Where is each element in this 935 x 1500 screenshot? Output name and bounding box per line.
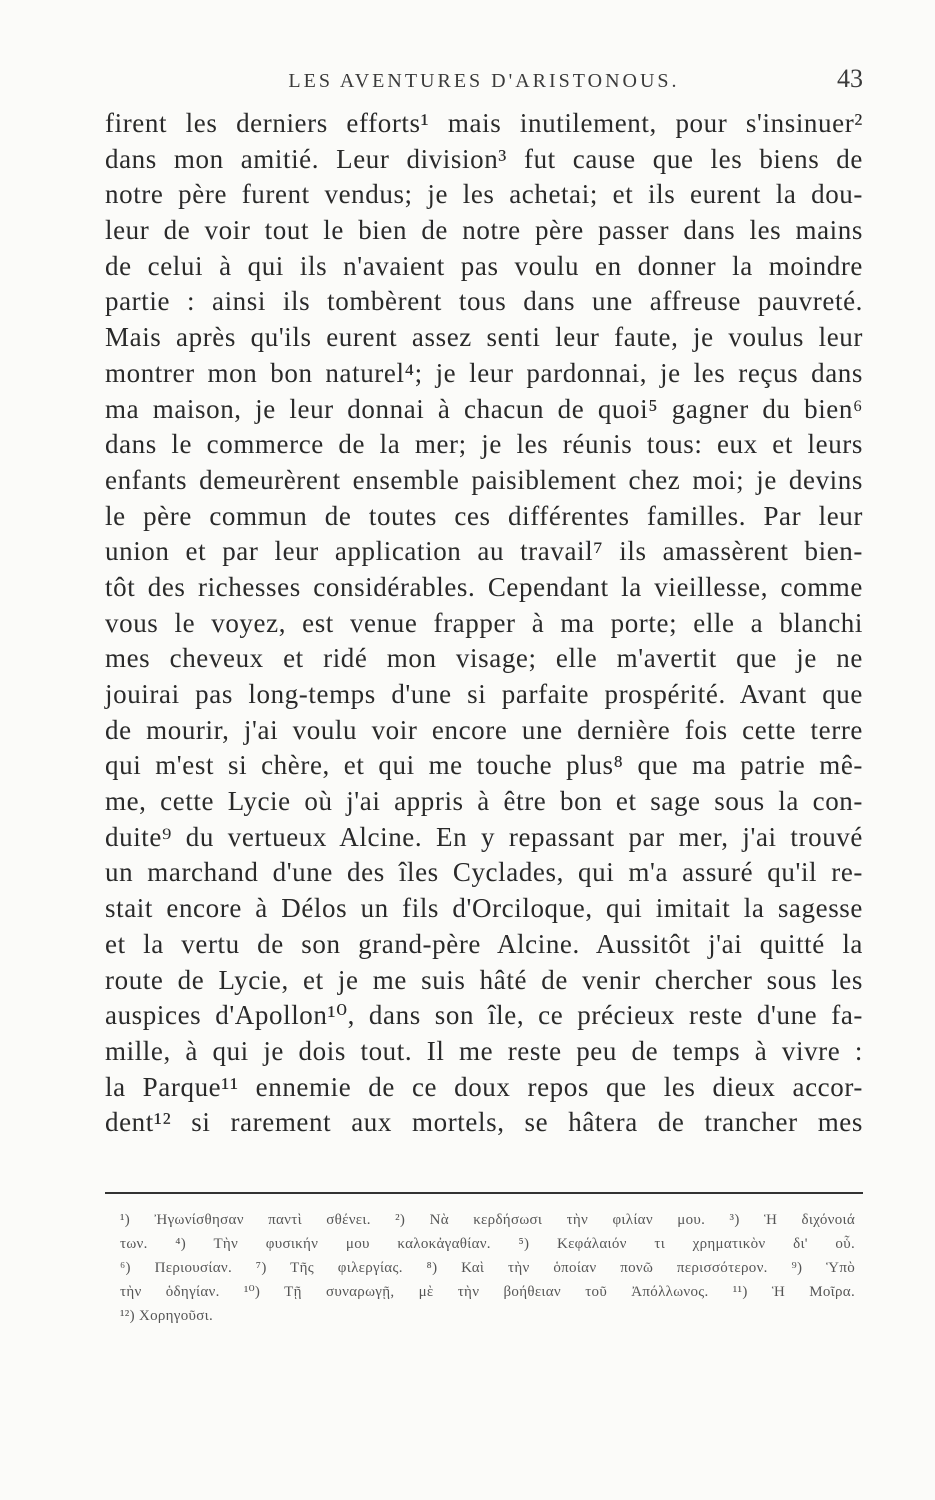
text-line: montrer mon bon naturel⁴; je leur pardonnai, je les reçus dans (105, 357, 863, 388)
page-number: 43 (837, 64, 863, 93)
text-line: route de Lycie, et je me suis hâté de venir chercher sous les (105, 964, 863, 995)
text-line: de mourir, j'ai voulu voir encore une dernière fois cette terre (105, 714, 863, 745)
text-line: ma maison, je leur donnai à chacun de quoi⁵ gagner du bien⁶ (105, 393, 863, 424)
footnotes (120, 1208, 855, 1328)
text-line: firent les derniers efforts¹ mais inutilement, pour s'insinuer² (105, 108, 863, 138)
text-line: partie : ainsi ils tombèrent tous dans une affreuse pauvreté. (105, 286, 863, 317)
text-line: mes cheveux et ridé mon visage; elle m'avertit que je ne (105, 643, 863, 674)
text-line: enfants demeurèrent ensemble paisiblement chez moi; je devins (105, 464, 863, 495)
footnote-line: τὴν ὁδηγίαν. ¹⁰) Τῇ συναρωγῇ, μὲ τὴν βοήθειαν τοῦ Ἀπόλλωνος. ¹¹) Ἡ Μοῖρα. (120, 1284, 855, 1300)
text-line: union et par leur application au travail⁷ ils amassèrent bien- (105, 536, 863, 567)
footnote-divider (105, 1192, 863, 1194)
text-line: auspices d'Apollon¹⁰, dans son île, ce précieux reste d'une fa- (105, 1000, 863, 1031)
text-line: dans mon amitié. Leur division³ fut cause que les biens de (105, 143, 863, 174)
text-line: me, cette Lycie où j'ai appris à être bon et sage sous la con- (105, 786, 863, 817)
text-line: dent¹² si rarement aux mortels, se hâtera de trancher mes (105, 1107, 863, 1138)
text-line: et la vertu de son grand-père Alcine. Aussitôt j'ai quitté la (105, 928, 863, 959)
text-line: mille, à qui je dois tout. Il me reste peu de temps à vivre : (105, 1035, 863, 1066)
page-header (105, 62, 863, 102)
text-line: de celui à qui ils n'avaient pas voulu en donner la moindre (105, 250, 863, 281)
footnote-line: ¹) Ἠγωνίσθησαν παντὶ σθένει. ²) Νὰ κερδήσωσι τὴν φιλίαν μου. ³) Ἡ διχόνοιά (120, 1212, 855, 1228)
footnote-line: ⁶) Περιουσίαν. ⁷) Τῆς φιλεργίας. ⁸) Καὶ τὴν ὁποίαν πονῶ περισσότερον. ⁹) Ὑπὸ (120, 1260, 855, 1276)
footnote-line: των. ⁴) Τὴν φυσικήν μου καλοκἀγαθίαν. ⁵) Κεφάλαιόν τι χρηματικὸν δι' οὗ. (120, 1236, 855, 1252)
footnote-line: ¹²) Χορηγοῦσι. (120, 1308, 214, 1324)
text-line: Mais après qu'ils eurent assez senti leur faute, je voulus leur (105, 322, 863, 353)
text-line: le père commun de toutes ces différentes familles. Par leur (105, 500, 863, 531)
text-line: la Parque¹¹ ennemie de ce doux repos que les dieux accor- (105, 1071, 863, 1102)
text-line: jouirai pas long-temps d'une si parfaite prospérité. Avant que (105, 679, 863, 709)
body-text (105, 106, 863, 1141)
text-line: un marchand d'une des îles Cyclades, qui m'a assuré qu'il re- (105, 857, 863, 888)
text-line: qui m'est si chère, et qui me touche plus⁸ que ma patrie mê- (105, 750, 863, 781)
text-line: duite⁹ du vertueux Alcine. En y repassant par mer, j'ai trouvé (105, 821, 863, 852)
text-line: dans le commerce de la mer; je les réunis tous: eux et leurs (105, 429, 863, 460)
text-line: stait encore à Délos un fils d'Orciloque, qui imitait la sagesse (105, 893, 863, 924)
text-line: leur de voir tout le bien de notre père passer dans les mains (105, 215, 863, 246)
text-line: notre père furent vendus; je les achetai; et ils eurent la dou- (105, 179, 863, 210)
text-line: tôt des richesses considérables. Cependant la vieillesse, comme (105, 571, 863, 602)
text-line: vous le voyez, est venue frapper à ma porte; elle a blanchi (105, 607, 863, 638)
running-title: LES AVENTURES D'ARISTONOUS. (288, 70, 680, 92)
